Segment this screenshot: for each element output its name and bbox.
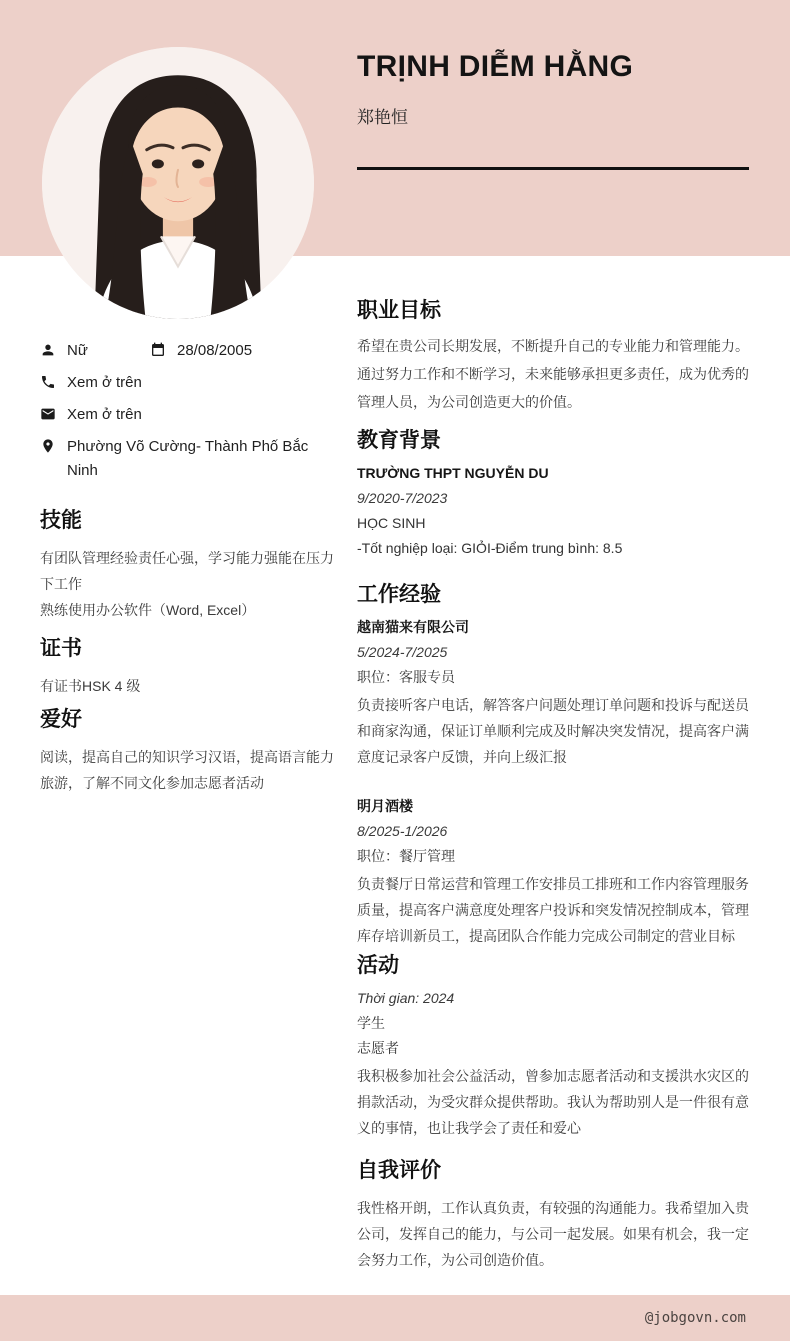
objective-body: 希望在贵公司长期发展，不断提升自己的专业能力和管理能力。通过努力工作和不断学习，未来能够承担更多责任，成为优秀的管理人员，为公司创造更大的价值。 bbox=[357, 338, 749, 410]
gender-value: Nữ bbox=[67, 342, 88, 359]
education-detail: -Tốt nghiệp loại: GIỎI-Điểm trung bình: 8.5 bbox=[357, 540, 623, 556]
job-description: 负责餐厅日常运营和管理工作安排员工排班和工作内容管理服务质量，提高客户满意度处理客户投诉和突发情况控制成本，管理库存培训新员工，提高团队合作能力完成公司制定的营业目标 bbox=[357, 876, 749, 944]
header-identity bbox=[357, 48, 750, 170]
contact-row-gender-dob bbox=[40, 339, 340, 363]
education-role: HỌC SINH bbox=[357, 515, 426, 531]
hobbies-line: 阅读，提高自己的知识学习汉语，提高语言能力旅游，了解不同文化参加志愿者活动 bbox=[40, 749, 334, 791]
watermark-text: @jobgovn.com bbox=[644, 1310, 746, 1326]
activities-entry bbox=[357, 986, 751, 1141]
education-school: TRƯỜNG THPT NGUYỄN DU bbox=[357, 465, 549, 481]
job-company: 明月酒楼 bbox=[357, 798, 413, 814]
activities-role: 学生 bbox=[357, 1015, 385, 1031]
education-period: 9/2020-7/2023 bbox=[357, 490, 448, 506]
person-icon bbox=[40, 342, 56, 358]
candidate-name-chinese: 郑艳恒 bbox=[357, 108, 408, 127]
skills-line: 有团队管理经验责任心强，学习能力强能在压力下工作 bbox=[40, 550, 334, 592]
contact-info bbox=[40, 339, 340, 491]
section-activities bbox=[357, 951, 751, 1141]
self-evaluation-title: 自我评价 bbox=[357, 1159, 441, 1182]
phone-icon bbox=[40, 374, 56, 390]
experience-entry bbox=[357, 615, 751, 770]
section-certificates bbox=[40, 634, 334, 699]
location-pin-icon bbox=[40, 438, 56, 454]
job-position: 职位：客服专员 bbox=[357, 669, 455, 685]
section-education bbox=[357, 426, 751, 561]
phone-value: Xem ở trên bbox=[67, 374, 142, 391]
section-self-evaluation bbox=[357, 1156, 751, 1273]
header-divider bbox=[357, 167, 749, 170]
section-hobbies bbox=[40, 705, 334, 796]
activities-period: Thời gian: 2024 bbox=[357, 990, 455, 1006]
hobbies-body bbox=[40, 744, 334, 796]
footer-band bbox=[0, 1295, 790, 1341]
job-position: 职位：餐厅管理 bbox=[357, 848, 455, 864]
self-evaluation-body: 我性格开朗，工作认真负责，有较强的沟通能力。我希望加入贵公司，发挥自己的能力，与公司一起发展。如果有机会，我一定会努力工作，为公司创造价值。 bbox=[357, 1200, 749, 1268]
education-entry bbox=[357, 461, 751, 561]
activities-description: 我积极参加社会公益活动，曾参加志愿者活动和支援洪水灾区的捐款活动，为受灾群众提供帮助。我认为帮助别人是一件很有意义的事情，也让我学会了责任和爱心 bbox=[357, 1068, 749, 1136]
job-period: 5/2024-7/2025 bbox=[357, 644, 448, 660]
experience-title: 工作经验 bbox=[357, 583, 441, 606]
contact-email bbox=[40, 403, 340, 427]
certificates-line: 有证书HSK 4 级 bbox=[40, 678, 141, 694]
candidate-name: TRỊNH DIỄM HẰNG bbox=[357, 50, 634, 83]
skills-line: 熟练使用办公软件（Word, Excel） bbox=[40, 602, 256, 618]
objective-title: 职业目标 bbox=[357, 299, 441, 322]
profile-photo bbox=[42, 47, 314, 319]
experience-entry bbox=[357, 794, 751, 949]
section-objective bbox=[357, 296, 751, 416]
education-title: 教育背景 bbox=[357, 429, 441, 452]
contact-gender bbox=[40, 339, 150, 363]
skills-body bbox=[40, 545, 334, 623]
portrait-illustration bbox=[42, 47, 314, 319]
calendar-icon bbox=[150, 342, 166, 358]
dob-value: 28/08/2005 bbox=[177, 342, 253, 359]
address-value: Phường Võ Cường- Thành Phố Bắc Ninh bbox=[67, 438, 309, 479]
job-company: 越南猫来有限公司 bbox=[357, 619, 469, 635]
job-period: 8/2025-1/2026 bbox=[357, 823, 448, 839]
job-description: 负责接听客户电话，解答客户问题处理订单问题和投诉与配送员和商家沟通，保证订单顺利完成及时解决突发情况，提高客户满意度记录客户反馈，并向上级汇报 bbox=[357, 697, 749, 765]
contact-dob bbox=[150, 339, 260, 363]
contact-phone bbox=[40, 371, 340, 395]
activities-title: 活动 bbox=[357, 954, 399, 977]
certificates-title: 证书 bbox=[40, 637, 82, 660]
skills-title: 技能 bbox=[40, 509, 82, 532]
hobbies-title: 爱好 bbox=[40, 708, 82, 731]
activities-role: 志愿者 bbox=[357, 1040, 399, 1056]
certificates-body bbox=[40, 673, 334, 699]
section-experience bbox=[357, 580, 751, 949]
email-value: Xem ở trên bbox=[67, 406, 142, 423]
email-icon bbox=[40, 406, 56, 422]
contact-address bbox=[40, 435, 340, 483]
section-skills bbox=[40, 506, 334, 623]
